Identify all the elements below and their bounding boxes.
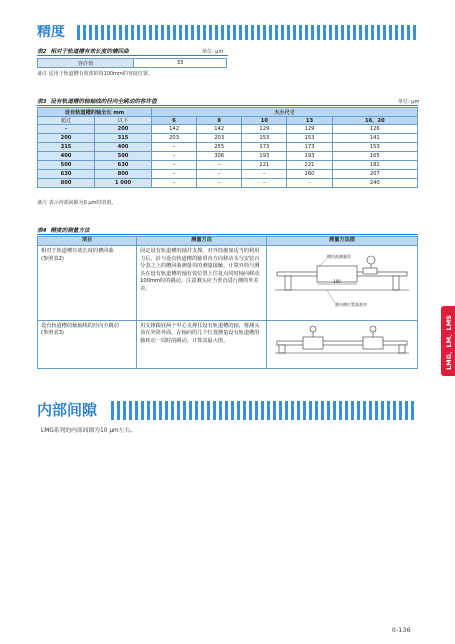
table3-row: [38, 125, 418, 134]
table3-value-cell: –: [152, 170, 197, 179]
table3-row: [38, 161, 418, 170]
table3-value-cell: 153: [242, 134, 287, 143]
clearance-text: LMG系列的内部间隙为10 μm左右。: [41, 428, 137, 434]
table4-caption: [37, 226, 90, 234]
table4-figure-cell: [267, 320, 418, 369]
table3-value-cell: –: [152, 143, 197, 152]
table3-row: [38, 134, 418, 143]
table3-value-cell: 255: [197, 143, 242, 152]
table3-upto-cell: 630: [95, 161, 152, 170]
table4-item: 设有轨道槽的轴轴线的径向全跳动 (参照表3): [38, 320, 137, 369]
table4-method: 用支撑跟底两个中心支撑住设有轨道槽的轴，将测头顶在外筒外面，在轴向的几个位置测量设有轨道槽的轴转动一周时的跳动，计算其最大值。: [137, 320, 267, 369]
table3-upto-cell: 500: [95, 152, 152, 161]
table3-value-cell: 142: [152, 125, 197, 134]
table3-upto-cell: 200: [95, 125, 152, 134]
table4-caption-text: 精度的测量方法: [50, 228, 90, 234]
diagram-label-block: 槽回曲测量块: [327, 254, 351, 259]
table3-upto-header: 以下: [95, 117, 152, 125]
table3-value-cell: –: [197, 161, 242, 170]
table3-value-cell: 240: [332, 179, 417, 188]
table3-note: 备注 表示内部间隙为0 μm时的值。: [37, 200, 117, 206]
table3-over-cell: –: [38, 125, 95, 134]
table4-item: 相对于轨道槽有效长度的槽回曲 (参照表2): [38, 246, 137, 321]
table3-size-col: 16、20: [332, 117, 417, 125]
table3-value-cell: –: [287, 179, 332, 188]
table3-value-cell: 153: [287, 134, 332, 143]
table3-caption: [37, 97, 157, 105]
table3-row: [38, 170, 418, 179]
title-stripes: [77, 25, 417, 40]
table3-value-cell: 126: [332, 125, 417, 134]
table3-value-cell: 203: [152, 134, 197, 143]
table3-size-col: 6: [152, 117, 197, 125]
table2-caption-no: 表2: [37, 49, 47, 55]
table3-over-cell: 400: [38, 152, 95, 161]
table3-over-cell: 500: [38, 161, 95, 170]
table3-upto-cell: 400: [95, 143, 152, 152]
table3-caption-rule: [37, 105, 418, 106]
table2-unit: 单位: μm: [202, 49, 224, 55]
table2-caption-rule: [37, 55, 228, 56]
table3-value-cell: 129: [242, 125, 287, 134]
table3-row: [38, 152, 418, 161]
table3-value-cell: 173: [242, 143, 287, 152]
table2-caption: [37, 47, 129, 55]
table4-item-header: 项目: [38, 237, 137, 246]
table3-unit: 单位: μm: [398, 99, 420, 105]
table3-row: [38, 179, 418, 188]
table4-caption-no: 表4: [37, 228, 47, 234]
table3-value-cell: –: [152, 179, 197, 188]
table3-value-cell: –: [197, 170, 242, 179]
table3-value-cell: 221: [287, 161, 332, 170]
table3-caption-text: 设有轨道槽的轴轴线的径向全跳动的容许值: [50, 99, 157, 105]
table3-length-header: 设有轨道槽的轴全长 mm: [38, 108, 152, 117]
table4-method: 固定设有轨道槽的轴并支撑。对外筒施加适当的利用力后，沿与设有轨道槽的轴垂直方向移动头与安装百分表之上的槽回曲测量块的测量接触。计算外筒与测头在设有轨道槽的轴有效位置上往复点同时轴向移动100mm时的跳动，注意测头应当垂直进行测的外差差。: [137, 246, 267, 321]
table3-value-cell: 141: [332, 134, 417, 143]
table4-figure-cell: [267, 246, 418, 321]
table2: [37, 58, 227, 68]
side-tab-label: LMG、LM、LMS: [445, 315, 453, 370]
table3-size-col: 10: [242, 117, 287, 125]
table3-size-col: 13: [287, 117, 332, 125]
section-title-bar: [37, 25, 417, 40]
table4-figure-header: 测量方法图: [267, 237, 418, 246]
table3-value-cell: 165: [332, 152, 417, 161]
table3-over-cell: 315: [38, 143, 95, 152]
table3-value-cell: –: [152, 152, 197, 161]
table4: [37, 236, 418, 369]
table3-over-cell: 630: [38, 170, 95, 179]
table3-over-header: 超过: [38, 117, 95, 125]
table3-value-cell: 182: [332, 161, 417, 170]
measurement-diagram-1: [267, 246, 417, 316]
table3-value-cell: –: [242, 179, 287, 188]
table3-size-header: 大小尺寸: [152, 108, 418, 117]
table3-value-cell: 193: [242, 152, 287, 161]
diagram-label-base: 测头槽位置基准块: [335, 302, 367, 307]
section-title: 内部间隙: [37, 401, 98, 419]
table3-value-cell: 142: [197, 125, 242, 134]
table3-upto-cell: 315: [95, 134, 152, 143]
table3-value-cell: 260: [287, 170, 332, 179]
table3-upto-cell: 1 000: [95, 179, 152, 188]
side-tab: [441, 306, 455, 376]
table3-row: [38, 143, 418, 152]
table2-label: 容许值: [38, 59, 134, 68]
table3-over-cell: 200: [38, 134, 95, 143]
table2-caption-text: 相对于轨道槽有效长度的槽回曲: [50, 49, 129, 55]
table3-value-cell: 129: [287, 125, 332, 134]
section-title-bar: [37, 401, 417, 420]
table3-caption-no: 表3: [37, 99, 47, 105]
title-stripes: [111, 401, 417, 420]
table2-note: 备注 适用于轨道槽有效部的每100mm的容度位置。: [37, 71, 153, 77]
table3-value-cell: –: [242, 170, 287, 179]
table3-value-cell: 306: [197, 152, 242, 161]
table3-value-cell: –: [197, 179, 242, 188]
page-number: II-136: [392, 626, 411, 634]
table4-method-header: 测量方法: [137, 237, 267, 246]
table3-size-col: 8: [197, 117, 242, 125]
table3-value-cell: 193: [287, 152, 332, 161]
table3-value-cell: –: [152, 161, 197, 170]
section-title: 精度: [37, 25, 65, 40]
table3: [37, 107, 418, 188]
table3-upto-cell: 800: [95, 170, 152, 179]
table3-value-cell: 203: [197, 134, 242, 143]
table2-value: 33: [134, 59, 227, 68]
table4-caption-rule: [37, 234, 418, 235]
table3-value-cell: 221: [242, 161, 287, 170]
table3-value-cell: 207: [332, 170, 417, 179]
table3-value-cell: 153: [332, 143, 417, 152]
diagram-dimension: 100: [333, 279, 341, 284]
measurement-diagram-2: [267, 321, 417, 365]
table3-value-cell: 173: [287, 143, 332, 152]
table3-over-cell: 800: [38, 179, 95, 188]
